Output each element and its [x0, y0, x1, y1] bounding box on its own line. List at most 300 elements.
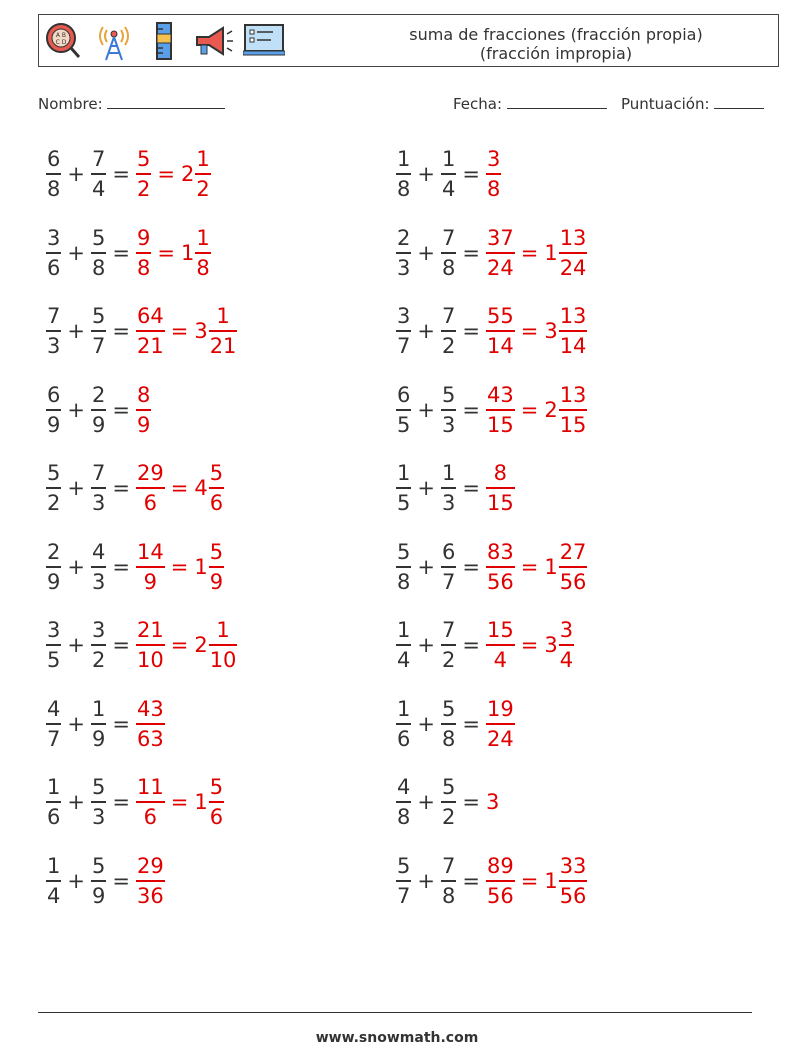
plus-sign: + [417, 868, 435, 893]
addend-b-numerator: 7 [441, 853, 456, 878]
problem-3 [46, 225, 211, 281]
mixed-fraction-numerator: 3 [559, 618, 574, 642]
problem-12 [396, 539, 587, 595]
addend-b-numerator: 5 [91, 853, 106, 878]
answer-fraction-numerator: 9 [136, 225, 151, 250]
problem-6 [396, 303, 587, 359]
answer [486, 146, 501, 202]
checklist-screen-icon [243, 20, 285, 62]
addend-a-bar [396, 173, 411, 175]
magnifier-abc-icon [43, 20, 85, 62]
addend-a-bar [46, 566, 61, 568]
answer-equals-sign: = [170, 790, 189, 814]
addend-b [91, 460, 106, 516]
equals-sign: = [112, 554, 130, 579]
addend-b [91, 303, 106, 359]
addend-b [91, 146, 106, 202]
addend-b-bar [91, 880, 106, 882]
mixed-fraction-bar [209, 330, 238, 332]
addend-b-bar [441, 801, 456, 803]
mixed-fraction-bar [209, 801, 224, 803]
addend-b-bar [91, 801, 106, 803]
score-blank[interactable] [714, 94, 764, 109]
answer-fraction [486, 617, 515, 673]
equals-sign: = [462, 790, 480, 814]
svg-text:A B: A B [55, 32, 67, 39]
answer-fraction-bar [136, 330, 165, 332]
mixed-fraction-bar [559, 409, 588, 411]
addend-b-bar [441, 173, 456, 175]
mixed-fraction-numerator: 1 [196, 147, 210, 171]
answer-fraction-bar [486, 330, 515, 332]
equals-sign: = [462, 711, 480, 736]
addend-b-bar [91, 723, 106, 725]
answer [136, 774, 224, 830]
addend-a-denominator: 7 [397, 883, 411, 908]
addend-a-bar [396, 723, 411, 725]
plus-sign: + [67, 790, 85, 814]
addend-a-bar [46, 644, 61, 646]
plus-sign: + [417, 319, 435, 343]
addend-a [46, 774, 61, 830]
mixed-fraction-bar [559, 252, 588, 254]
addend-a [46, 617, 61, 673]
answer [486, 539, 587, 595]
addend-a-bar [396, 566, 411, 568]
answer [486, 696, 515, 752]
answer-fraction-numerator: 8 [493, 461, 508, 485]
plus-sign: + [67, 397, 85, 422]
addend-a-numerator: 5 [397, 853, 411, 878]
answer-fraction [486, 382, 515, 438]
answer [136, 225, 211, 281]
addend-b-denominator: 4 [91, 177, 106, 201]
addend-b-bar [441, 644, 456, 646]
addend-a [46, 303, 61, 359]
addend-a-numerator: 1 [397, 147, 411, 171]
answer-fraction-numerator: 5 [136, 147, 151, 171]
mixed-whole: 2 [180, 162, 195, 186]
addend-b-denominator: 3 [91, 491, 106, 515]
answer-fraction-denominator: 63 [136, 726, 164, 751]
plus-sign: + [417, 633, 435, 657]
mixed-fraction [209, 303, 238, 359]
mixed-fraction-bar [195, 252, 210, 254]
plus-sign: + [417, 162, 435, 186]
mixed-fraction-denominator: 21 [209, 334, 237, 358]
answer-equals-sign: = [170, 554, 189, 579]
date-label: Fecha: [453, 95, 503, 113]
date-blank[interactable] [507, 94, 607, 109]
problem-13 [46, 617, 237, 673]
header-icons [43, 19, 285, 63]
addend-a [46, 382, 61, 438]
addend-b-numerator: 5 [441, 382, 456, 407]
addend-b [91, 382, 106, 438]
mixed-whole: 1 [544, 554, 558, 579]
answer-fraction [136, 146, 151, 202]
addend-a-denominator: 8 [47, 177, 61, 201]
mixed-fraction-denominator: 9 [209, 569, 224, 594]
answer-fraction-numerator: 14 [136, 539, 164, 564]
addend-a-denominator: 3 [47, 334, 61, 358]
mixed-fraction-bar [209, 487, 224, 489]
worksheet-header [38, 14, 779, 67]
addend-a [46, 539, 61, 595]
answer-fraction-denominator: 15 [486, 491, 514, 515]
addend-b-bar [91, 409, 106, 411]
mixed-fraction-denominator: 56 [559, 883, 587, 908]
addend-a-denominator: 6 [47, 255, 61, 280]
answer-fraction-numerator: 37 [486, 225, 514, 250]
mixed-fraction [195, 146, 210, 202]
problem-1 [46, 146, 211, 202]
addend-b-numerator: 3 [91, 618, 106, 642]
plus-sign: + [67, 319, 85, 343]
addend-a-numerator: 3 [47, 225, 61, 250]
answer-fraction-numerator: 8 [136, 382, 151, 407]
answer-fraction-numerator: 43 [486, 382, 514, 407]
answer [136, 460, 224, 516]
equals-sign: = [112, 711, 130, 736]
mixed-fraction-bar [209, 644, 238, 646]
addend-a-numerator: 1 [397, 696, 411, 721]
addend-a-bar [396, 487, 411, 489]
equals-sign: = [112, 476, 130, 500]
problem-16 [396, 696, 515, 752]
radio-tower-icon [93, 20, 135, 62]
problem-7 [46, 382, 151, 438]
addend-a-numerator: 1 [397, 461, 411, 485]
addend-b-numerator: 5 [441, 775, 456, 799]
addend-a-bar [396, 330, 411, 332]
addend-b [441, 696, 456, 752]
addend-a-bar [46, 880, 61, 882]
mixed-fraction [559, 382, 588, 438]
addend-a [46, 146, 61, 202]
addend-a-numerator: 5 [47, 461, 61, 485]
answer-fraction-denominator: 21 [136, 334, 164, 358]
answer-fraction [486, 853, 515, 909]
mixed-fraction-denominator: 4 [559, 648, 574, 672]
addend-b-bar [91, 330, 106, 332]
answer-equals-sign: = [520, 868, 539, 893]
addend-a [396, 460, 411, 516]
problem-15 [46, 696, 165, 752]
answer-fraction-denominator: 10 [136, 648, 164, 672]
addend-a-bar [46, 801, 61, 803]
plus-sign: + [67, 554, 85, 579]
answer-equals-sign: = [520, 397, 539, 422]
answer-equals-sign: = [170, 319, 189, 343]
addend-b [441, 853, 456, 909]
mixed-fraction [195, 225, 210, 281]
addend-a [46, 225, 61, 281]
addend-b [91, 539, 106, 595]
addend-a-denominator: 5 [397, 412, 411, 437]
answer-fraction-bar [486, 723, 515, 725]
answer-fraction-denominator: 24 [486, 255, 514, 280]
addend-a-numerator: 6 [47, 147, 61, 171]
addend-b-denominator: 2 [441, 334, 456, 358]
answer-fraction-bar [136, 173, 151, 175]
mixed-fraction [559, 617, 574, 673]
answer-fraction [486, 539, 515, 595]
addend-b [441, 382, 456, 438]
mixed-fraction-bar [559, 330, 588, 332]
addend-b-numerator: 7 [441, 618, 456, 642]
addend-a-denominator: 8 [397, 177, 411, 201]
answer-fraction-bar [486, 173, 501, 175]
answer-fraction-bar [136, 487, 165, 489]
answer [486, 225, 587, 281]
answer-fraction-denominator: 14 [486, 334, 514, 358]
addend-b-denominator: 3 [441, 412, 456, 437]
mixed-whole: 3 [544, 633, 558, 657]
addend-a-denominator: 7 [47, 726, 61, 751]
addend-a [396, 774, 411, 830]
answer-fraction-denominator: 15 [486, 412, 514, 437]
problem-17 [46, 774, 224, 830]
mixed-whole: 1 [180, 240, 195, 265]
answer-fraction-numerator: 11 [136, 775, 164, 799]
answer-equals-sign: = [520, 633, 539, 657]
answer-fraction-numerator: 3 [486, 147, 501, 171]
plus-sign: + [417, 554, 435, 579]
mixed-fraction-denominator: 15 [559, 412, 587, 437]
addend-a-numerator: 1 [47, 775, 61, 799]
mixed-fraction [209, 774, 224, 830]
addend-b-denominator: 8 [441, 726, 456, 751]
answer-fraction [136, 539, 165, 595]
answer-fraction-bar [136, 566, 165, 568]
name-blank[interactable] [107, 94, 225, 109]
footer-url: www.snowmath.com [315, 1030, 479, 1046]
problem-11 [46, 539, 224, 595]
addend-b [441, 539, 456, 595]
addend-b-denominator: 3 [441, 491, 456, 515]
answer [486, 460, 515, 516]
addend-b-numerator: 5 [91, 775, 106, 799]
title-line-1: suma de fracciones (fracción propia) [409, 25, 703, 44]
answer-fraction [136, 303, 165, 359]
problem-5 [46, 303, 237, 359]
problem-19 [46, 853, 165, 909]
addend-b-numerator: 4 [91, 539, 106, 564]
addend-b-denominator: 8 [441, 255, 456, 280]
addend-b-denominator: 2 [91, 648, 106, 672]
answer [136, 146, 211, 202]
addend-a-numerator: 2 [47, 539, 61, 564]
mixed-fraction [209, 460, 224, 516]
plus-sign: + [67, 868, 85, 893]
footer-divider [38, 1012, 752, 1013]
answer-fraction-bar [486, 880, 515, 882]
plus-sign: + [67, 162, 85, 186]
equals-sign: = [462, 476, 480, 500]
answer-fraction-denominator: 2 [136, 177, 151, 201]
answer-fraction-denominator: 4 [493, 648, 508, 672]
addend-a-numerator: 2 [397, 225, 411, 250]
answer-fraction [136, 617, 165, 673]
addend-a-denominator: 7 [397, 334, 411, 358]
addend-b-bar [441, 566, 456, 568]
answer-fraction [486, 146, 501, 202]
addend-a [396, 225, 411, 281]
addend-a [396, 853, 411, 909]
mixed-fraction-denominator: 6 [209, 491, 224, 515]
mixed-fraction-numerator: 13 [559, 225, 587, 250]
equals-sign: = [462, 633, 480, 657]
equals-sign: = [112, 633, 130, 657]
addend-a-denominator: 6 [397, 726, 411, 751]
answer-fraction-numerator: 19 [486, 696, 514, 721]
answer [486, 790, 499, 814]
answer-fraction [486, 696, 515, 752]
answer-fraction-numerator: 15 [486, 618, 514, 642]
addend-b-denominator: 7 [91, 334, 106, 358]
problem-14 [396, 617, 574, 673]
mixed-whole: 3 [194, 319, 208, 343]
answer-fraction-bar [136, 409, 151, 411]
addend-b-bar [91, 566, 106, 568]
addend-b-denominator: 2 [441, 648, 456, 672]
addend-a-bar [396, 880, 411, 882]
problem-20 [396, 853, 587, 909]
addend-b-bar [91, 644, 106, 646]
answer-equals-sign: = [520, 319, 539, 343]
answer-fraction-denominator: 9 [143, 569, 158, 594]
mixed-fraction-numerator: 5 [209, 539, 224, 564]
mixed-fraction-denominator: 56 [559, 569, 587, 594]
addend-a-bar [46, 487, 61, 489]
answer-equals-sign: = [157, 240, 175, 265]
addend-a-denominator: 3 [397, 255, 411, 280]
addend-a-denominator: 5 [397, 491, 411, 515]
answer-fraction-bar [486, 566, 515, 568]
addend-a-denominator: 4 [397, 648, 411, 672]
addend-b-bar [91, 487, 106, 489]
answer-fraction [136, 225, 151, 281]
addend-b-numerator: 7 [441, 225, 456, 250]
mixed-fraction [209, 539, 224, 595]
addend-a-bar [46, 173, 61, 175]
addend-a [396, 617, 411, 673]
mixed-whole: 1 [194, 790, 208, 814]
answer-fraction [136, 696, 165, 752]
addend-b-bar [441, 880, 456, 882]
addend-b [91, 225, 106, 281]
plus-sign: + [417, 711, 435, 736]
mixed-fraction-numerator: 27 [559, 539, 587, 564]
answer-fraction [136, 853, 165, 909]
addend-b-numerator: 7 [91, 461, 106, 485]
addend-b [441, 146, 456, 202]
megaphone-icon [193, 20, 235, 62]
addend-a-bar [396, 409, 411, 411]
addend-b [441, 225, 456, 281]
answer-fraction-bar [136, 252, 151, 254]
answer-fraction-numerator: 43 [136, 696, 164, 721]
mixed-whole: 2 [544, 397, 558, 422]
addend-a-bar [46, 252, 61, 254]
addend-a-bar [46, 330, 61, 332]
addend-a [396, 696, 411, 752]
equals-sign: = [112, 397, 130, 422]
addend-b-numerator: 1 [91, 696, 106, 721]
addend-b-denominator: 2 [441, 805, 456, 829]
addend-a-denominator: 2 [47, 491, 61, 515]
answer [486, 382, 587, 438]
problem-18 [396, 774, 499, 830]
addend-a [46, 696, 61, 752]
addend-b-bar [91, 173, 106, 175]
addend-b-denominator: 9 [91, 412, 106, 437]
answer [136, 539, 224, 595]
addend-b-numerator: 7 [441, 304, 456, 328]
addend-b [441, 774, 456, 830]
addend-a-bar [396, 801, 411, 803]
answer-fraction [136, 774, 165, 830]
mixed-fraction-denominator: 8 [196, 255, 210, 280]
mixed-fraction-bar [195, 173, 210, 175]
addend-a-numerator: 3 [397, 304, 411, 328]
addend-b-numerator: 1 [441, 461, 456, 485]
answer-fraction-numerator: 29 [136, 461, 164, 485]
addend-b-bar [441, 252, 456, 254]
addend-b-denominator: 9 [91, 883, 106, 908]
mixed-fraction-numerator: 5 [209, 775, 224, 799]
answer-fraction-denominator: 56 [486, 883, 514, 908]
answer-fraction-numerator: 55 [486, 304, 514, 328]
mixed-whole: 3 [544, 319, 558, 343]
addend-a-numerator: 4 [397, 775, 411, 799]
mixed-fraction [209, 617, 238, 673]
addend-a-denominator: 5 [47, 648, 61, 672]
mixed-fraction-denominator: 24 [559, 255, 587, 280]
addend-b-numerator: 5 [91, 304, 106, 328]
title-line-2: (fracción impropia) [479, 44, 633, 63]
addend-b-denominator: 4 [441, 177, 456, 201]
date-field[interactable] [453, 94, 607, 113]
equals-sign: = [112, 868, 130, 893]
addend-b [91, 696, 106, 752]
answer-fraction-bar [486, 409, 515, 411]
name-field[interactable] [38, 94, 225, 113]
problem-4 [396, 225, 587, 281]
mixed-fraction [559, 303, 588, 359]
answer-fraction-denominator: 6 [143, 805, 158, 829]
addend-a-denominator: 9 [47, 569, 61, 594]
addend-a-numerator: 4 [47, 696, 61, 721]
equals-sign: = [112, 162, 130, 186]
addend-b-numerator: 2 [91, 382, 106, 407]
addend-b-numerator: 5 [91, 225, 106, 250]
answer-fraction [136, 382, 151, 438]
addend-b-denominator: 8 [441, 883, 456, 908]
mixed-fraction [559, 225, 588, 281]
answer-fraction [136, 460, 165, 516]
addend-a [46, 853, 61, 909]
score-field[interactable] [621, 94, 764, 113]
mixed-whole: 1 [544, 240, 558, 265]
addend-b [91, 853, 106, 909]
addend-a [46, 460, 61, 516]
plus-sign: + [67, 476, 85, 500]
answer-whole: 3 [485, 790, 500, 814]
answer [486, 303, 587, 359]
name-label: Nombre: [38, 95, 103, 113]
